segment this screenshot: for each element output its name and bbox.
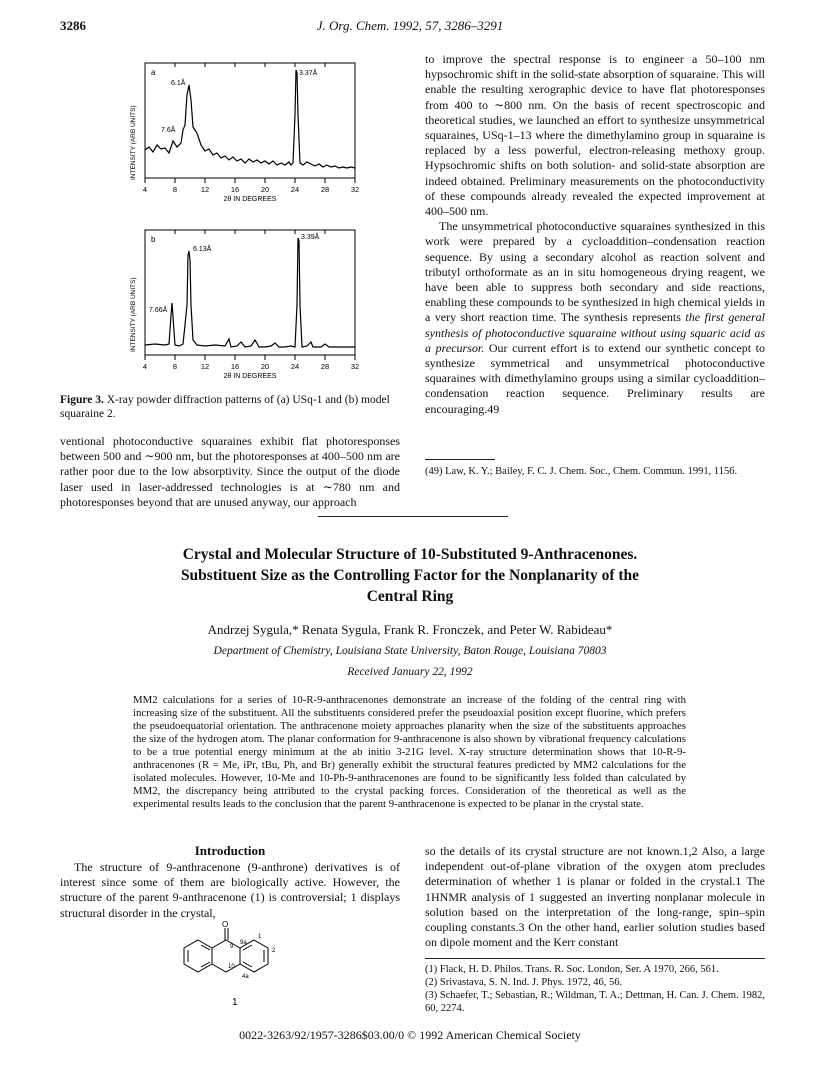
label-2: 2 <box>272 948 276 954</box>
received-date: Received January 22, 1992 <box>347 666 473 678</box>
panel-b-ylabel: INTENSITY (ARB UNITS) <box>130 277 137 352</box>
peak-a-1: 6.1Å <box>171 80 186 87</box>
compound-number: 1 <box>232 997 238 1008</box>
running-header: J. Org. Chem. 1992, 57, 3286–3291 <box>316 18 504 33</box>
tick-a-7: 32 <box>350 185 360 194</box>
panel-b <box>130 230 359 380</box>
footnote-1: (1) Flack, H. D. Philos. Trans. R. Soc. London, Ser. A 1970, 266, 561. <box>425 964 719 975</box>
figure-caption <box>60 393 400 421</box>
right-paragraph-1: to improve the spectral response is to engineer a 50–100 nm hypsochromic shift in the solid-state absorption of squaraine. This will enable the resulting xerographic device to have flat photoresponses from 400 to ∼800 nm. On the basis of recent spectroscopic and theoretical studies, we launched an effort to synthesize unsymmetrical squaraines, USq-1–13 where the dimethylamino group in squaraine is replaced by a less powerful, electron-releasing methoxy group. Hypsochromic shifts on both solution- and solid-state absorption are indeed obtained. Preliminary measurements on the photoconductivity of these compounds already revealed the expected improvement at 400–500 nm. <box>425 52 765 219</box>
abstract: MM2 calculations for a series of 10-R-9-anthracenones demonstrate an increase of the folding of the central ring with increasing size of the substituent. All the substituents considered prefer the pseudoaxial position except fluorine, which prefers the pseudoequatorial orientation. The anthracenone moiety approaches planarity when the size of the substituents approaches the size of the hydrogen atom. The planar conformation for 9-anthracenone is also shown by vibrational frequency calculations to be a true potential energy minimum at the ab initio 3-21G level. X-ray structure determination shows that 10-R-9-anthracenones (R = Me, iPr, tBu, Ph, and Br) generally exhibit the structural features predicted by MM2 calculations for the isolated molecules. However, 10-Me and 10-Ph-9-anthracenones are found to be significantly less folded than calculated by MM2, the discrepancy being attributed to the crystal packing forces. Consideration of the theoretical as well as the experimental results leads to the conclusion that the parent 9-anthracenone is expected to be planar in the crystal state. <box>133 694 686 810</box>
authors: Andrzej Sygula,* Renata Sygula, Frank R. Fronczek, and Peter W. Rabideau* <box>207 622 613 637</box>
tick-a-5: 24 <box>290 185 300 194</box>
title-line-3: Central Ring <box>366 588 454 605</box>
caption-text: X-ray powder diffraction patterns of (a) USq-1 and (b) model squaraine 2. <box>60 394 390 420</box>
panel-b-xlabel: 2θ IN DEGREES <box>223 373 277 380</box>
tick-b-0: 4 <box>142 362 148 371</box>
left-column-text <box>60 434 400 510</box>
intro-footnotes <box>425 963 765 1015</box>
tick-b-7: 32 <box>350 362 360 371</box>
left-paragraph: ventional photoconductive squaraines exhibit flat photoresponses between 500 and ∼900 nm, but the photoresponses at 400–500 nm are rather poor due to the low absorptivity. Since the output of the diode laser used in laser-addressed technologies is at ∼780 nm and photoresponses beyond that are unused anyway, our approach <box>60 434 400 509</box>
tick-a-4: 20 <box>260 185 270 194</box>
panel-a-label: a <box>151 68 156 77</box>
tick-b-4: 20 <box>260 362 270 371</box>
tick-b-5: 24 <box>290 362 300 371</box>
title-line-2: Substituent Size as the Controlling Factor for the Nonplanarity of the <box>180 567 640 584</box>
peak-b-3: 3.39Å <box>301 234 320 241</box>
tick-a-6: 28 <box>320 185 330 194</box>
label-9: 9 <box>230 944 234 950</box>
tick-a-3: 16 <box>230 185 240 194</box>
tick-b-3: 16 <box>230 362 240 371</box>
label-1: 1 <box>258 934 262 940</box>
peak-b-2: 7.66Å <box>149 307 168 314</box>
intro-footnote-rule <box>425 958 765 959</box>
right-paragraph-2-a: The unsymmetrical photoconductive squaraines synthesized in this work were prepared by a cycloaddition–condensation reaction sequence. By using a secondary alcohol as reaction solvent and tributyl orthoformate as an in situ homogeneous drying reagent, we have been able to suppress both secondary and side reactions, enabling these compounds to be synthesized in high chemical yields in a very short reaction time. The synthesis represents <box>425 219 765 325</box>
footnote-2: (2) Srivastava, S. N. Ind. J. Phys. 1972, 46, 56. <box>425 977 623 988</box>
right-paragraph-2-b: Our current effort is to extend our synthetic concept to synthesize symmetrical and unsymmetrical photoconductive squaraines with dimethylamino groups using a similar cycloaddition–condensation reaction sequence. Preliminary results are encouraging.49 <box>425 340 766 416</box>
structure-drawing <box>160 920 310 1010</box>
intro-right-paragraph: so the details of its crystal structure are not known.1,2 Also, a large independent out-of-plane vibration of the oxygen atom precludes determination of whether 1 is planar or folded in the crystal.1 The 1HNMR analysis of 1 suggested an inverting nonplanar molecule in solution based on the interpretation of the long-range, spin–spin coupling constants.3 On the other hand, earlier solution studies based on dipole moment and the Kerr constant <box>425 844 765 950</box>
xrd-plots <box>125 55 370 390</box>
figure-3 <box>125 55 370 390</box>
label-4a: 4a <box>242 974 249 980</box>
tick-b-6: 28 <box>320 362 330 371</box>
right-column-text <box>425 52 765 417</box>
intro-left-paragraph: The structure of 9-anthracenone (9-anthrone) derivatives is of interest since some of them are biologically active. However, the structure of the parent 9-anthracenone (1) is controversial; 1 displays structural disorder in the crystal, <box>60 860 400 920</box>
article-separator <box>318 516 508 517</box>
right-paragraph-2 <box>425 219 765 417</box>
atom-o: O <box>222 920 229 929</box>
page-number: 3286 <box>60 18 86 33</box>
footnote-3: (3) Schaefer, T.; Sebastian, R.; Wildman, T. A.; Dettman, H. Can. J. Chem. 1982, 60, 2274. <box>425 990 765 1014</box>
tick-a-0: 4 <box>142 185 148 194</box>
label-9a: 9a <box>240 940 247 946</box>
label-10: 10 <box>228 964 235 970</box>
tick-a-1: 8 <box>172 185 178 194</box>
tick-b-2: 12 <box>200 362 210 371</box>
footnote-rule <box>425 459 495 460</box>
panel-b-label: b <box>151 235 156 244</box>
copyright-footer: 0022-3263/92/1957-3286$03.00/0 © 1992 American Chemical Society <box>239 1028 581 1042</box>
tick-a-2: 12 <box>200 185 210 194</box>
peak-a-2: 7.6Å <box>161 127 176 134</box>
tick-b-1: 8 <box>172 362 178 371</box>
caption-label: Figure 3. <box>60 394 104 406</box>
article-title <box>90 544 730 607</box>
panel-a-xlabel: 2θ IN DEGREES <box>223 196 277 203</box>
footnote-49: (49) Law, K. Y.; Bailey, F. C. J. Chem. Soc., Chem. Commun. 1991, 1156. <box>425 466 738 477</box>
title-line-1: Crystal and Molecular Structure of 10-Substituted 9-Anthracenones. <box>182 546 638 563</box>
panel-a <box>130 63 359 203</box>
peak-a-3: 3.37Å <box>299 70 318 77</box>
right-paragraph-2-emphasis: the first general synthesis of photoconductive squaraine without using squaric acid as a precursor. <box>425 310 765 355</box>
introduction-heading: Introduction <box>194 843 266 858</box>
peak-b-1: 6.13Å <box>193 246 212 253</box>
anthracenone-structure <box>160 920 310 1010</box>
affiliation: Department of Chemistry, Louisiana State University, Baton Rouge, Louisiana 70803 <box>213 645 607 657</box>
panel-a-ylabel: INTENSITY (ARB UNITS) <box>130 105 137 180</box>
